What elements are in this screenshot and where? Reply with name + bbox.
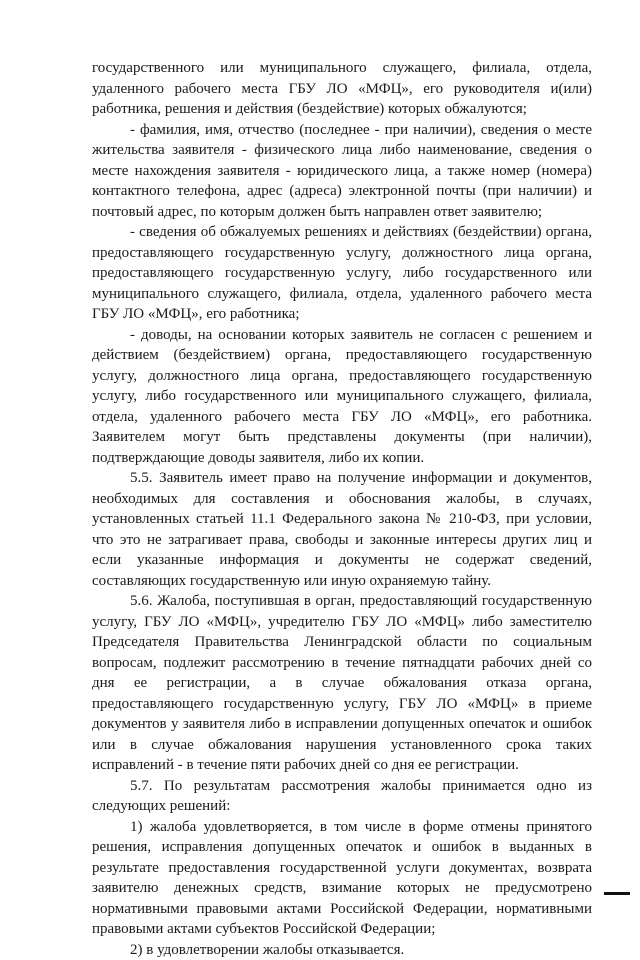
paragraph-continuation: государственного или муниципального служащего, филиала, отдела, удаленного рабочего места ГБУ ЛО «МФЦ», его руководителя и(или) работника, решения и действия (бездействие) которых обжалуются;	[92, 58, 592, 120]
paragraph-5-7: 5.7. По результатам рассмотрения жалобы принимается одно из следующих решений:	[92, 776, 592, 817]
paragraph-arguments: - доводы, на основании которых заявитель не согласен с решением и действием (бездействием) органа, предоставляющего государственную услугу, должностного лица органа, предоставляющего государственную услугу, либо государственного или муниципального служащего, филиала, отдела, удаленного рабочего места ГБУ ЛО «МФЦ», его работника. Заявителем могут быть представлены документы (при наличии), подтверждающие доводы заявителя, либо их копии.	[92, 325, 592, 469]
paragraph-applicant-details: - фамилия, имя, отчество (последнее - при наличии), сведения о месте жительства заявителя - физического лица либо наименование, сведения о месте нахождения заявителя - юридического лица, а также номер (номера) контактного телефона, адрес (адреса) электронной почты (при наличии) и почтовый адрес, по которым должен быть направлен ответ заявителю;	[92, 120, 592, 223]
paragraph-5-6: 5.6. Жалоба, поступившая в орган, предоставляющий государственную услугу, ГБУ ЛО «МФЦ», учредителю ГБУ ЛО «МФЦ» либо заместителю Председателя Правительства Ленинградской области по социальным вопросам, подлежит рассмотрению в течение пятнадцати рабочих дней со дня ее регистрации, а в случае обжалования отказа органа, предоставляющего государственную услугу, ГБУ ЛО «МФЦ» в приеме документов у заявителя либо в исправлении допущенных опечаток и ошибок или в случае обжалования нарушения установленного срока таких исправлений - в течение пяти рабочих дней со дня ее регистрации.	[92, 591, 592, 776]
scan-edge-mark	[604, 892, 630, 895]
paragraph-appealed-decisions: - сведения об обжалуемых решениях и действиях (бездействии) органа, предоставляющего государственную услугу, должностного лица органа, предоставляющего государственную услугу, либо государственного или муниципального служащего, филиала, отдела, удаленного рабочего места ГБУ ЛО «МФЦ», его работника;	[92, 222, 592, 325]
paragraph-decision-1: 1) жалоба удовлетворяется, в том числе в форме отмены принятого решения, исправления допущенных опечаток и ошибок в выданных в результате предоставления государственной услуги документах, возврата заявителю денежных средств, взимание которых не предусмотрено нормативными правовыми актами Российской Федерации, нормативными правовыми актами субъектов Российской Федерации;	[92, 817, 592, 940]
paragraph-5-5: 5.5. Заявитель имеет право на получение информации и документов, необходимых для составления и обоснования жалобы, в случаях, установленных статьей 11.1 Федерального закона № 210-ФЗ, при условии, что это не затрагивает права, свободы и законные интересы других лиц и если указанные информация и документы не содержат сведений, составляющих государственную или иную охраняемую тайну.	[92, 468, 592, 591]
document-body	[92, 58, 592, 960]
paragraph-decision-2: 2) в удовлетворении жалобы отказывается.	[92, 940, 592, 960]
